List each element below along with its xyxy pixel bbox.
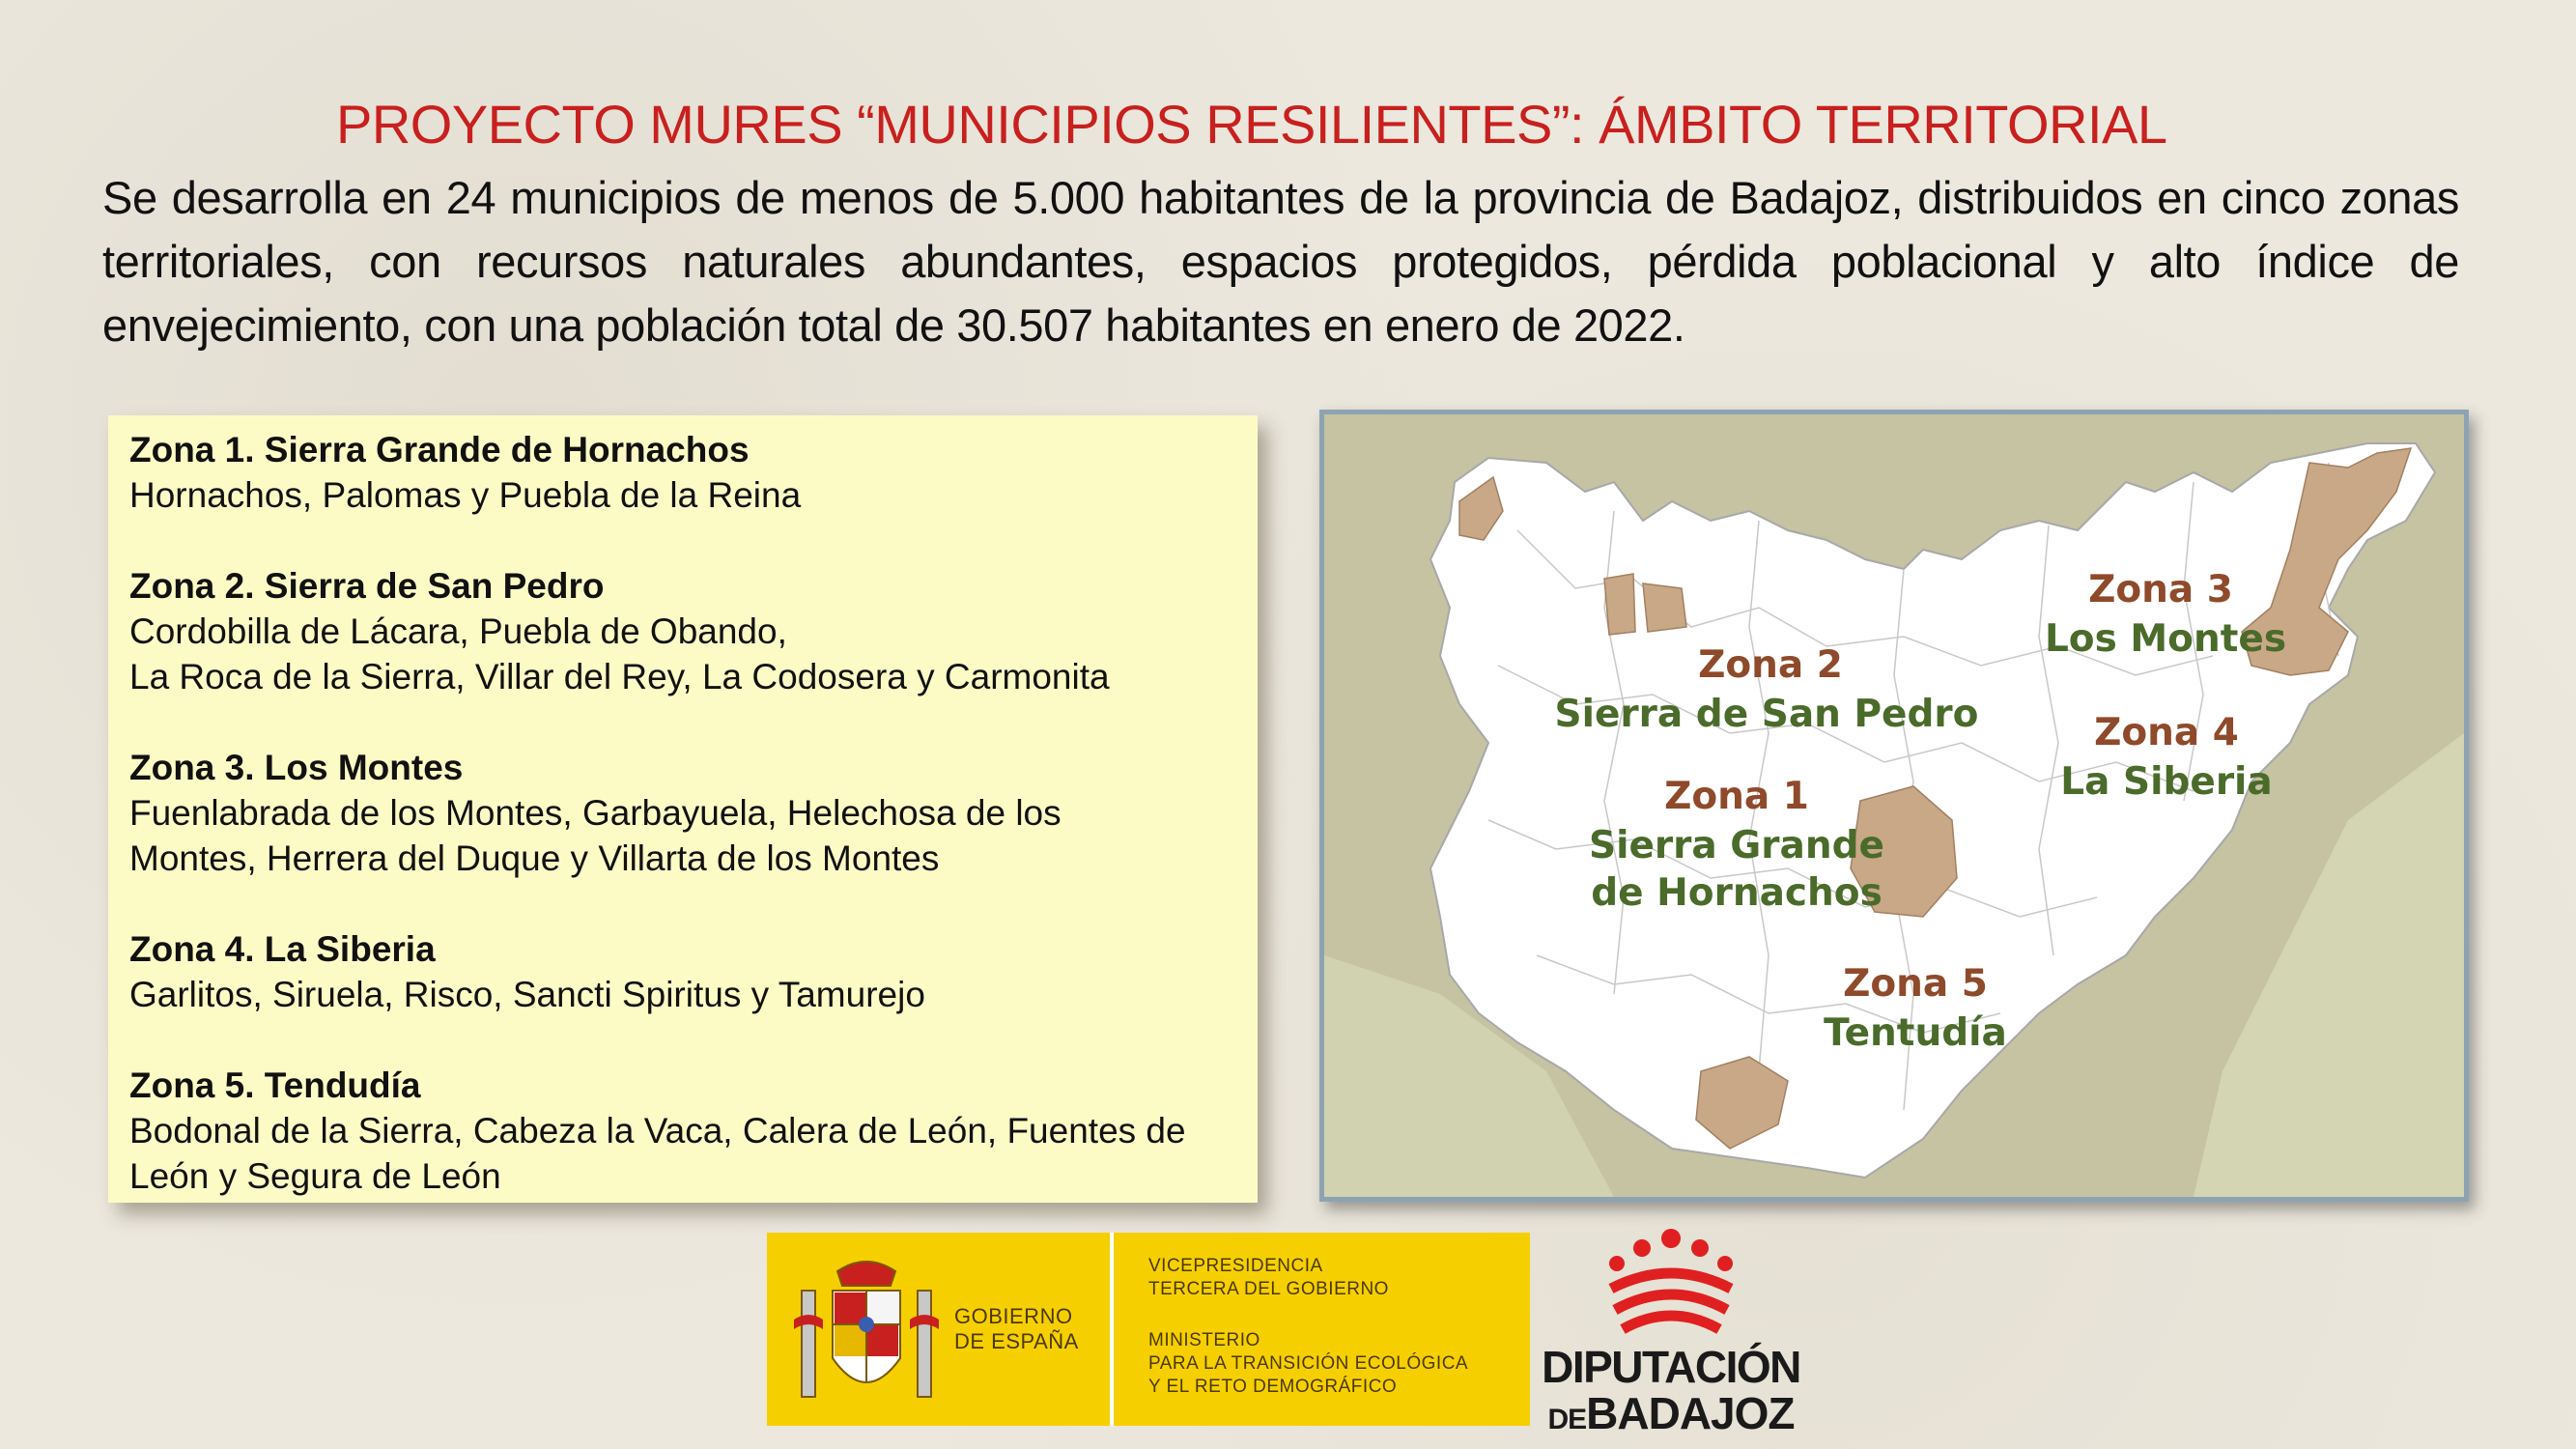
de-text: DE [1547,1404,1587,1435]
map-label-de-hornachos: de Hornachos [1591,871,1882,915]
zone-title: Zona 3. Los Montes [129,748,464,787]
badajoz-text [1541,1387,1801,1439]
diputacion-text: DIPUTACIÓN [1542,1342,1800,1392]
zones-list-panel [108,415,1258,1203]
zone-municipalities: Garlitos, Siruela, Risco, Sancti Spiritus y Tamurejo [129,975,925,1014]
map-label-los-montes: Los Montes [2044,617,2287,661]
zone-item [129,1063,1236,1199]
zone-title: Zona 2. Sierra de San Pedro [129,566,605,606]
map-label-zona-3: Zona 3 [2088,568,2233,611]
ministerio-text: MINISTERIO PARA LA TRANSICIÓN ECOLÓGICA Y EL RETO DEMOGRÁFICO [1148,1330,1469,1397]
zone-item [129,563,1236,699]
zone-item [129,427,1236,518]
map-label-sierra-grande: Sierra Grande [1589,824,1884,867]
logo-divider [1110,1233,1114,1426]
map-label-zona-2: Zona 2 [1698,643,1843,687]
zone-municipalities: Bodonal de la Sierra, Cabeza la Vaca, Calera de León, Fuentes de León y Segura de León [129,1111,1186,1196]
map-label-la-siberia: La Siberia [2060,760,2273,804]
intro-paragraph: Se desarrolla en 24 municipios de menos de 5.000 habitantes de la provincia de Badajoz, distribuidos en cinco zonas territoriales, con recursos naturales abundantes, espacios protegidos, pérdida poblacional y alto índice de envejecimiento, con una población total de 30.507 habitantes en enero de 2022. [102,172,2459,351]
zone-title: Zona 5. Tendudía [129,1065,421,1105]
zone-municipalities: Cordobilla de Lácara, Puebla de Obando, La Roca de la Sierra, Villar del Rey, La Codosera y Carmonita [129,611,1110,696]
diputacion-emblem-icon [1594,1229,1748,1335]
map-label-tentudia: Tentudía [1824,1011,2007,1055]
zone-municipalities: Hornachos, Palomas y Puebla de la Reina [129,475,802,515]
badajoz-word: BADAJOZ [1586,1388,1795,1438]
badajoz-map [1319,410,2469,1202]
zone-municipalities: Fuenlabrada de los Montes, Garbayuela, Helechosa de los Montes, Herrera del Duque y Villarta de los Montes [129,793,1062,878]
map-label-sierra-san-pedro: Sierra de San Pedro [1554,693,1979,736]
map-label-zona-1: Zona 1 [1664,775,1809,818]
page-title: PROYECTO MURES “MUNICIPIOS RESILIENTES”: ÁMBITO TERRITORIAL [336,94,2167,155]
zone-title: Zona 4. La Siberia [129,929,436,969]
zone-title: Zona 1. Sierra Grande de Hornachos [129,430,750,469]
map-svg [1324,414,2464,1197]
coat-of-arms-icon [794,1252,939,1411]
map-label-zona-5: Zona 5 [1843,962,1988,1006]
zone-item [129,926,1236,1017]
zone-item [129,745,1236,881]
gobierno-espana-text: GOBIERNO DE ESPAÑA [954,1304,1079,1353]
map-label-zona-4: Zona 4 [2094,711,2239,754]
diputacion-badajoz-logo [1536,1229,1806,1441]
vicepresidencia-text: VICEPRESIDENCIA TERCERA DEL GOBIERNO [1148,1256,1389,1299]
gobierno-espana-logo [767,1233,1530,1426]
